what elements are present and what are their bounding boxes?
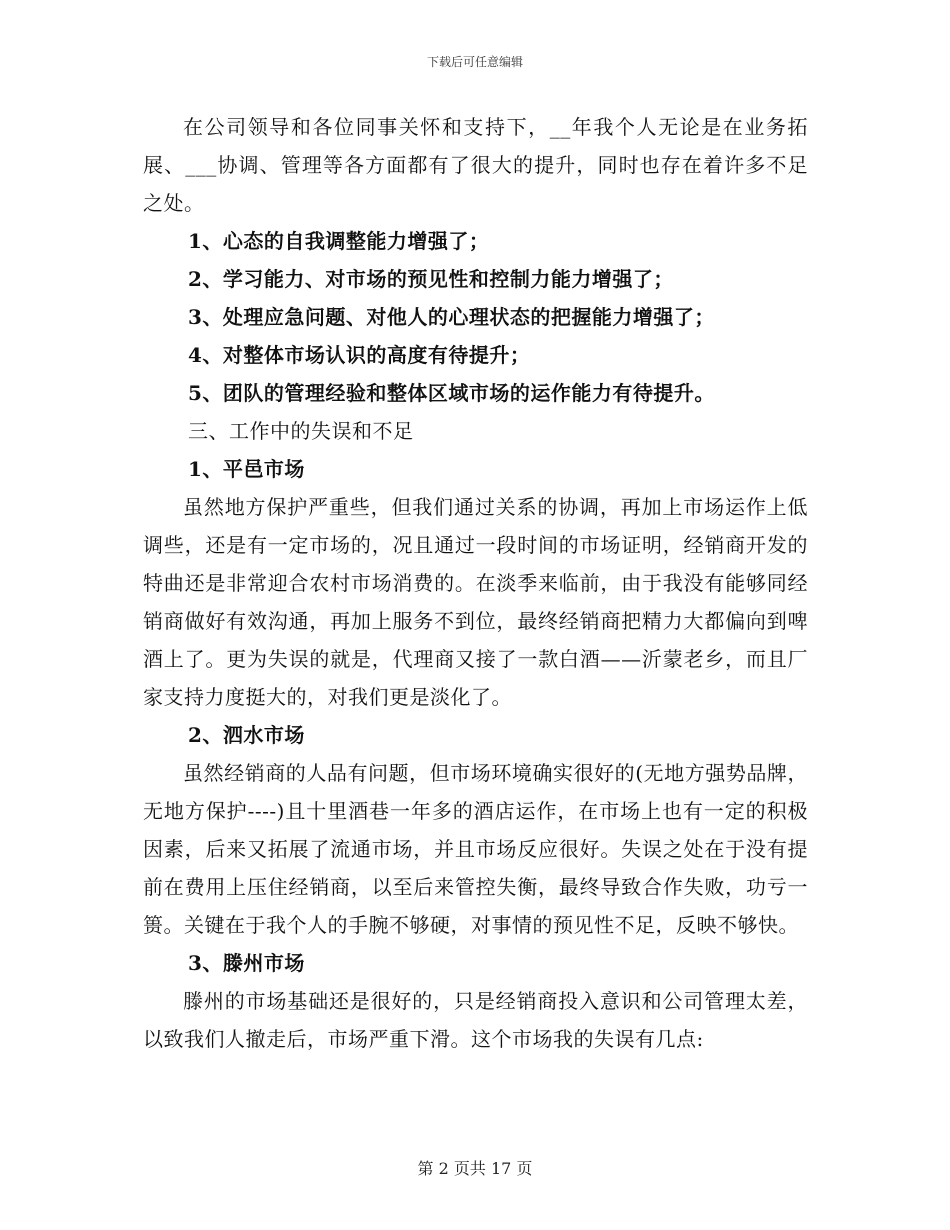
subsection-title-pingyi: 1、平邑市场 (188, 457, 305, 481)
document-body (143, 108, 808, 1058)
subsection-title-sishui: 2、泗水市场 (188, 723, 305, 747)
page-header: 下载后可任意编辑 (426, 55, 523, 69)
list-item: 4、对整体市场认识的高度有待提升； (188, 343, 531, 367)
intro-paragraph: 在公司领导和各位同事关怀和支持下，__年我个人无论是在业务拓展、___协调、管理等各方面都有了很大的提升，同时也存在着许多不足之处。 (143, 115, 808, 215)
subsection-title-tengzhou: 3、滕州市场 (188, 951, 305, 975)
list-item: 5、团队的管理经验和整体区域市场的运作能力有待提升。 (188, 381, 715, 405)
list-item: 1、心态的自我调整能力增强了； (188, 229, 490, 253)
subsection-paragraph-pingyi: 虽然地方保护严重些，但我们通过关系的协调，再加上市场运作上低调些，还是有一定市场的，况且通过一段时间的市场证明，经销商开发的特曲还是非常迎合农村市场消费的。在淡季来临前，由于我没有能够同经销商做好有效沟通，再加上服务不到位，最终经销商把精力大都偏向到啤酒上了。更为失误的就是，代理商又接了一款白酒——沂蒙老乡，而且厂家支持力度挺大的，对我们更是淡化了。 (143, 495, 808, 709)
list-item: 2、学习能力、对市场的预见性和控制力能力增强了； (188, 267, 674, 291)
list-item: 3、处理应急问题、对他人的心理状态的把握能力增强了； (188, 305, 715, 329)
page-number: 第 2 页共 17 页 (417, 1159, 533, 1178)
subsection-paragraph-tengzhou: 滕州的市场基础还是很好的，只是经销商投入意识和公司管理太差，以致我们人撤走后，市场严重下滑。这个市场我的失误有几点: (143, 989, 808, 1051)
section-heading: 三、工作中的失误和不足 (188, 419, 414, 443)
subsection-paragraph-sishui: 虽然经销商的人品有问题，但市场环境确实很好的(无地方强势品牌，无地方保护----)且十里酒巷一年多的酒店运作，在市场上也有一定的积极因素，后来又拓展了流通市场，并且市场反应很好。失误之处在于没有提前在费用上压住经销商，以至后来管控失衡，最终导致合作失败，功亏一篑。关键在于我个人的手腕不够硬，对事情的预见性不足，反映不够快。 (143, 761, 808, 937)
